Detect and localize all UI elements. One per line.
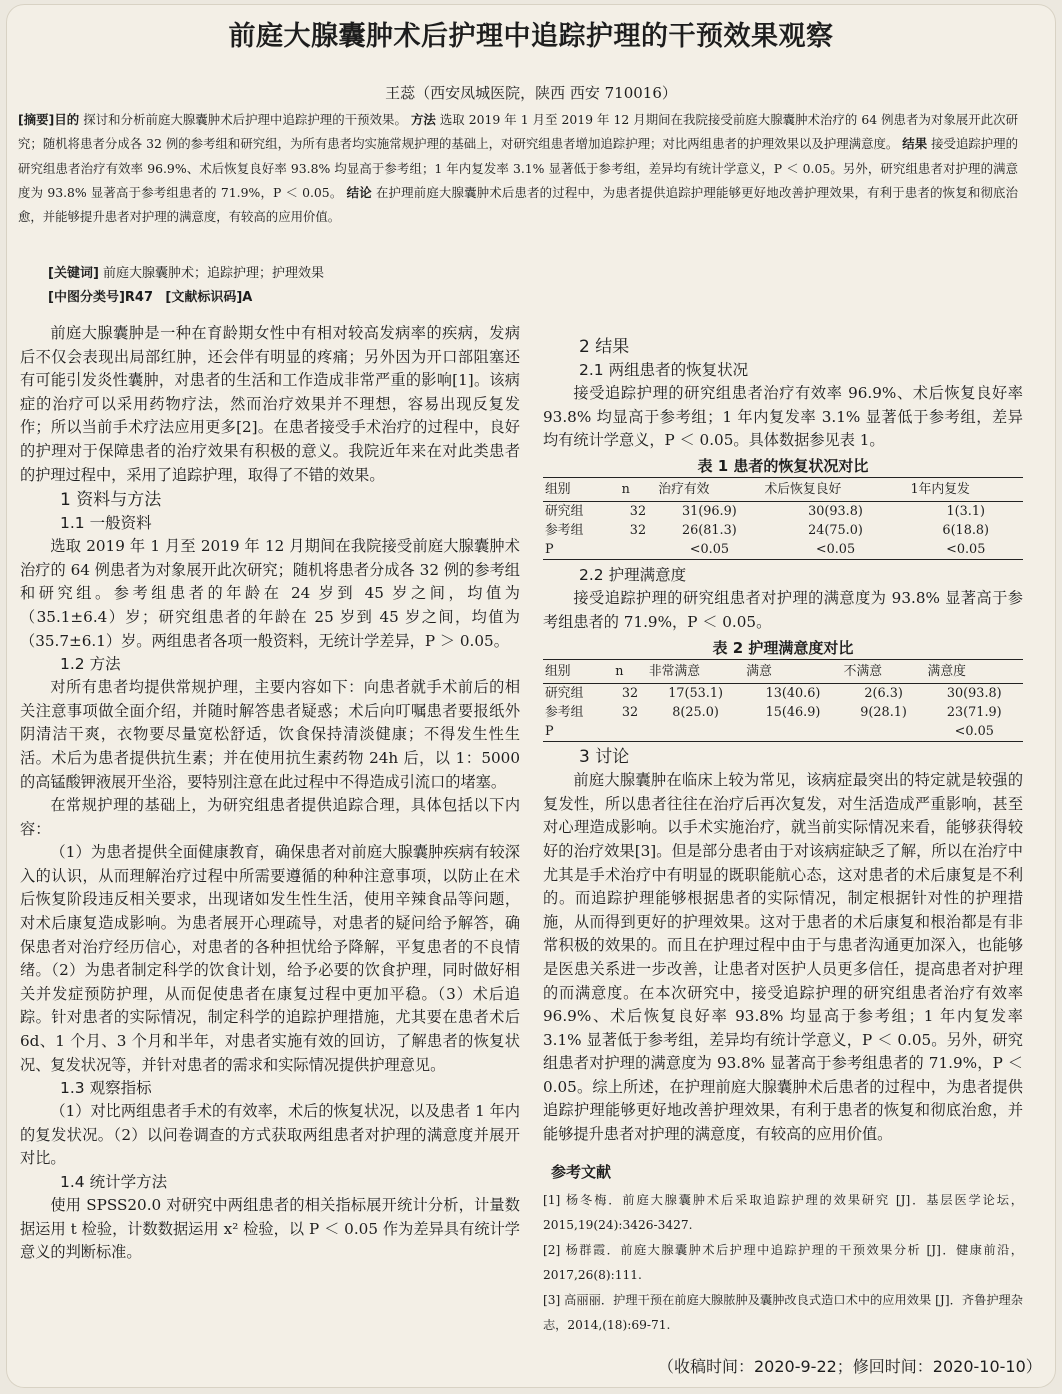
table-cell: 6(18.8) xyxy=(942,523,990,539)
article-title: 前庭大腺囊肿术后护理中追踪护理的干预效果观察 xyxy=(228,21,834,52)
table-cell: 研究组 xyxy=(545,504,584,520)
table-cell: 30(93.8) xyxy=(946,686,1002,702)
section-1-4-heading: 1.4 统计学方法 xyxy=(60,1173,168,1191)
reference-item: [1] 杨冬梅．前庭大腺囊肿术后采取追踪护理的效果研究 [J]．基层医学论坛，2015,19(24):3426-3427. xyxy=(543,1193,1023,1233)
table-cell: <0.05 xyxy=(954,724,994,740)
doc-code-label: [文献标识码] xyxy=(165,290,243,305)
table-cell: <0.05 xyxy=(946,542,986,558)
table-cell xyxy=(620,540,657,560)
table-2-header: n xyxy=(613,659,647,684)
section-2-2-text: 接受追踪护理的研究组患者对护理的满意度为 93.8% 显著高于参考组患者的 71.9%，P ＜ 0.05。 xyxy=(543,589,1023,631)
table-2-header: 不满意 xyxy=(842,659,926,684)
table-row xyxy=(543,722,1023,742)
table-cell: 参考组 xyxy=(545,705,584,721)
table-2-header-row xyxy=(543,659,1023,684)
table-1-header: 1年内复发 xyxy=(908,477,1023,502)
table-cell: 15(46.9) xyxy=(765,705,821,721)
table-1 xyxy=(543,477,1023,561)
table-1-header: 术后恢复良好 xyxy=(762,477,908,502)
objective-label: 目的 xyxy=(54,112,80,127)
section-2-1-text: 接受追踪护理的研究组患者治疗有效率 96.9%、术后恢复良好率 93.8% 均显高于参考组；1 年内复发率 3.1% 显著低于参考组，差异均有统计学意义，P ＜ 0.05。具体数据参见表 1。 xyxy=(543,384,1023,450)
table-cell: 32 xyxy=(621,686,639,702)
table-2 xyxy=(543,659,1023,743)
table-cell: 2(6.3) xyxy=(864,686,903,702)
table-1-header: 组别 xyxy=(543,477,620,502)
table-1-caption: 表 1 患者的恢复状况对比 xyxy=(697,456,869,475)
table-1-header: n xyxy=(620,477,657,502)
right-column xyxy=(543,334,1023,1338)
section-3-heading: 3 讨论 xyxy=(579,747,630,768)
reference-item: [2] 杨群霞．前庭大腺囊肿术后护理中追踪护理的干预效果分析 [J]．健康前沿，2017,26(8):111. xyxy=(543,1243,1023,1283)
section-2-1-heading: 2.1 两组患者的恢复状况 xyxy=(579,361,749,379)
section-1-2-text-a: 对所有患者均提供常规护理，主要内容如下：向患者就手术前后的相关注意事项做全面介绍，并随时解答患者疑惑；术后向叮嘱患者要报纸外阴清洁干爽，衣物要尽量宽松舒适，饮食保持清淡健康；不得发生性生活。术后为患者提供抗生素；并在使用抗生素药物 24h 后，以 1：5000 的高锰酸钾液展开坐浴，要特别注意在此过程中不得造成引流口的堵塞。 xyxy=(20,678,520,791)
doc-code-value: A xyxy=(242,290,253,305)
table-cell xyxy=(647,722,744,742)
table-1-header: 治疗有效 xyxy=(656,477,762,502)
table-cell: 23(71.9) xyxy=(946,705,1002,721)
table-2-caption: 表 2 护理满意度对比 xyxy=(712,638,854,657)
table-2-header: 组别 xyxy=(543,659,613,684)
table-2-header: 满意度 xyxy=(926,659,1023,684)
table-2-header: 满意 xyxy=(744,659,841,684)
keywords xyxy=(48,262,324,281)
table-cell: 31(96.9) xyxy=(682,504,737,520)
table-cell: 32 xyxy=(629,523,647,539)
table-row xyxy=(543,684,1023,704)
table-cell: 30(93.8) xyxy=(808,504,863,520)
table-row xyxy=(543,703,1023,722)
table-cell: 参考组 xyxy=(545,523,584,539)
references-heading: 参考文献 xyxy=(551,1162,612,1181)
clc-label: [中图分类号] xyxy=(48,290,125,305)
section-1-2-heading: 1.2 方法 xyxy=(60,655,121,674)
journal-page xyxy=(6,4,1056,1388)
abstract xyxy=(18,108,1018,229)
table-cell: 研究组 xyxy=(545,686,584,702)
table-cell: P xyxy=(545,724,554,740)
table-cell: 13(40.6) xyxy=(765,686,821,702)
table-cell: 24(75.0) xyxy=(808,523,863,539)
conclusion-label: 结论 xyxy=(346,184,372,200)
results-text: 接受追踪护理的研究组患者治疗有效率 96.9%、术后恢复良好率 93.8% 均显高于参考组；1 年内复发率 3.1% 显著低于参考组，差异均有统计学意义，P ＜ 0.05。另外，研究组患者对护理的满意度为 93.8% 显著高于参考组患者的 71.9%，P ＜ 0.05。 xyxy=(18,136,1018,200)
results-label: 结果 xyxy=(902,136,928,152)
table-cell: 26(81.3) xyxy=(682,523,737,539)
section-2-2-heading: 2.2 护理满意度 xyxy=(579,566,687,585)
table-cell: <0.05 xyxy=(689,542,729,558)
section-1-2-text-c: （1）为患者提供全面健康教育，确保患者对前庭大腺囊肿疾病有较深入的认识，从而理解治疗过程中所需要遵循的种种注意事项，以防止在术后恢复阶段违反相关要求，出现诸如发生性生活，使用辛辣食品等问题，对术后康复造成影响。为患者展开心理疏导，对患者的疑问给予解答，确保患者对治疗经历信心，对患者的各种担忧给予降解，平复患者的不良情绪。（2）为患者制定科学的饮食计划，给予必要的饮食护理，同时做好相关并发症预防护理，从而促使患者在康复过程中更加平稳。（3）术后追踪。针对患者的实际情况，制定科学的追踪护理措施，尤其要在患者术后 6d、1 个月、3 个月和半年，对患者实施有效的回访，了解患者的恢复状况、复发状况等，并针对患者的需求和实际情况提供护理意见。 xyxy=(20,843,520,1074)
classification xyxy=(48,286,252,305)
conclusion-text: 在护理前庭大腺囊肿术后患者的过程中，为患者提供追踪护理能够更好地改善护理效果，有利于患者的恢复和彻底治愈，并能够提升患者对护理的满意度，有较高的应用价值。 xyxy=(18,184,1019,225)
table-2-header: 非常满意 xyxy=(647,659,744,684)
table-cell xyxy=(613,722,647,742)
abstract-tag: [摘要] xyxy=(18,112,55,127)
clc-value: R47 xyxy=(124,290,153,305)
received-date: （收稿时间：2020-9-22；修回时间：2020-10-10） xyxy=(658,1357,1042,1376)
left-column xyxy=(20,322,520,1265)
reference-item: [3] 高丽丽．护理干预在前庭大腺脓肿及囊肿改良式造口术中的应用效果 [J]．齐鲁护理杂志，2014,(18):69-71. xyxy=(543,1293,1023,1333)
table-row xyxy=(543,521,1023,540)
section-1-2-text-b: 在常规护理的基础上，为研究组患者提供追踪合理，具体包括以下内容： xyxy=(20,796,520,838)
section-1-heading: 1 资料与方法 xyxy=(60,490,162,511)
methods-text: 选取 2019 年 1 月至 2019 年 12 月期间在我院接受前庭大腺囊肿术治疗的 64 例患者为对象展开此次研究；随机将患者分成各 32 例的参考组和研究组，为所有患者均实施常规护理的基础上，对研究组患者增加追踪护理；对比两组患者的护理效果以及护理满意度。 xyxy=(18,112,1018,152)
table-row xyxy=(543,540,1023,560)
intro-paragraph: 前庭大腺囊肿是一种在育龄期女性中有相对较高发病率的疾病，发病后不仅会表现出局部红肿，还会伴有明显的疼痛；另外因为开口部阻塞还有可能引发炎性囊肿，对患者的生活和工作造成非常严重的影响[1]。该病症的治疗可以采用药物疗法，然而治疗效果并不理想，容易出现反复发作；所以当前手术疗法应用更多[2]。在患者接受手术治疗的过程中，良好的护理对于保障患者的治疗效果有积极的意义。我院近年来在对此类患者的护理过程中，采用了追踪护理，取得了不错的效果。 xyxy=(20,324,520,484)
keywords-text: 前庭大腺囊肿术；追踪护理；护理效果 xyxy=(103,266,325,281)
references-list xyxy=(543,1188,1023,1338)
section-1-3-text: （1）对比两组患者手术的有效率，术后的恢复状况，以及患者 1 年内的复发状况。（2）以问卷调查的方式获取两组患者对护理的满意度并展开对比。 xyxy=(20,1102,520,1168)
objective-text: 探讨和分析前庭大腺囊肿术后护理中追踪护理的干预效果。 xyxy=(83,112,407,127)
keywords-label: [关键词] xyxy=(48,266,99,281)
section-1-4-text: 使用 SPSS20.0 对研究中两组患者的相关指标展开统计分析，计量数据运用 t 检验，计数数据运用 x² 检验，以 P ＜ 0.05 作为差异具有统计学意义的判断标准。 xyxy=(20,1196,520,1262)
table-cell: 32 xyxy=(621,705,639,721)
section-1-1-text: 选取 2019 年 1 月至 2019 年 12 月期间在我院接受前庭大腺囊肿术治疗的 64 例患者为对象展开此次研究；随机将患者分成各 32 例的参考组和研究组。参考组患者的年龄在 24 岁到 45 岁之间，均值为（35.1±6.4）岁；研究组患者的年龄在 25 岁到 45 岁之间，均值为（35.7±6.1）岁。两组患者各项一般资料，无统计学差异，P ＞ 0.05。 xyxy=(20,537,520,650)
table-cell: <0.05 xyxy=(815,542,856,558)
table-row xyxy=(543,502,1023,522)
table-cell: 1(3.1) xyxy=(946,504,985,520)
section-3-text: 前庭大腺囊肿在临床上较为常见，该病症最突出的特定就是较强的复发性，所以患者往往在治疗后再次复发，对生活造成严重影响，甚至对心理造成影响。以手术实施治疗，就当前实际情况来看，能够获得较好的治疗效果[3]。但是部分患者由于对该病症缺乏了解，所以在治疗中尤其是手术治疗中有明显的既职能航心态，这对患者的术后康复是不利的。而追踪护理能够根据患者的实际情况，制定根据针对性的护理措施，从而得到更好的护理效果。这对于患者的术后康复和根治都是有非常积极的效果的。而且在护理过程中由于与患者沟通更加深入，也能够是医患关系进一步改善，让患者对医护人员更多信任，提高患者对护理的而满意度。在本次研究中，接受追踪护理的研究组患者治疗有效率 96.9%、术后恢复良好率 93.8% 均显高于参考组；1 年内复发率 3.1% 显著低于参考组，差异均有统计学意义，P ＜ 0.05。另外，研究组患者对护理的满意度为 93.8% 显著高于参考组患者的 71.9%，P ＜ 0.05。综上所述，在护理前庭大腺囊肿术后患者的过程中，为患者提供追踪护理能够更好地改善护理效果，有利于患者的恢复和彻底治愈，并能够提升患者对护理的满意度，有较高的应用价值。 xyxy=(543,771,1023,1144)
section-2-heading: 2 结果 xyxy=(579,337,630,357)
methods-label: 方法 xyxy=(410,112,436,127)
table-cell: 17(53.1) xyxy=(668,686,723,702)
table-cell xyxy=(842,722,926,742)
section-1-3-heading: 1.3 观察指标 xyxy=(60,1079,152,1098)
table-cell: 32 xyxy=(629,504,647,520)
table-cell: 9(28.1) xyxy=(860,705,907,721)
table-cell xyxy=(744,722,841,742)
table-cell: P xyxy=(545,542,554,558)
section-1-1-heading: 1.1 一般资料 xyxy=(60,514,152,533)
table-1-header-row xyxy=(543,477,1023,502)
table-cell: 8(25.0) xyxy=(672,705,719,721)
author-line: 王蕊（西安凤城医院，陕西 西安 710016） xyxy=(385,84,677,102)
